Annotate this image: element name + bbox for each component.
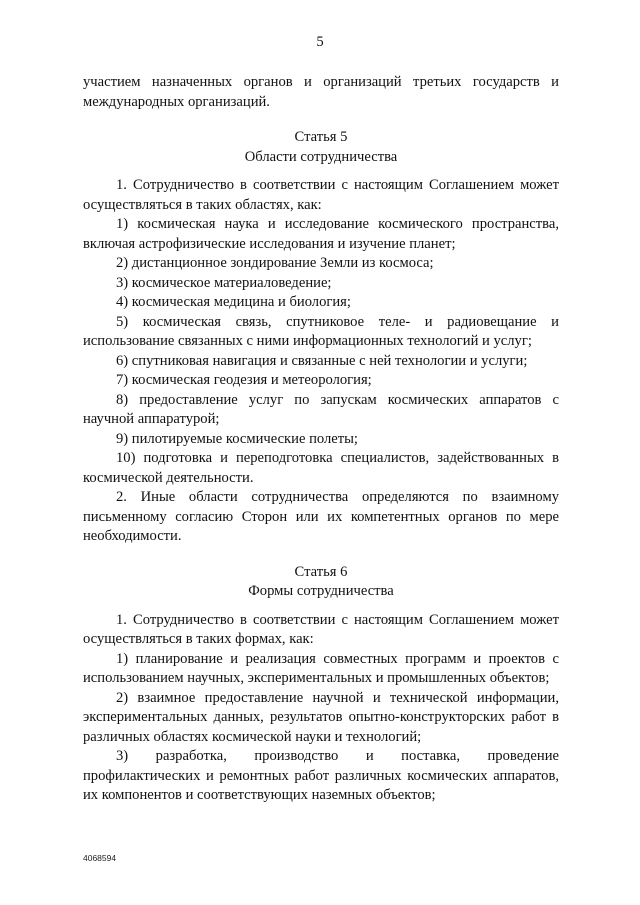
article-5-paragraph: 4) космическая медицина и биология; (116, 294, 351, 310)
article-5-paragraph: 8) предоставление услуг по запускам космических аппаратов с научной аппаратурой; (83, 391, 559, 427)
article-6-paragraph: 3) разработка, производство и поставка, проведение профилактических и ремонтных работ различных космических аппаратов, их компонентов и соответствующих наземных объектов; (83, 748, 559, 803)
article-5-title: Статья 5 (294, 129, 348, 145)
intro-paragraph: участием назначенных органов и организаций третьих государств и международных организаций. (83, 74, 559, 110)
article-5-paragraph: 2) дистанционное зондирование Земли из космоса; (116, 255, 434, 271)
article-6-paragraph: 2) взаимное предоставление научной и технической информации, экспериментальных данных, результатов опытно-конструкторских работ в различных областях космической науки и технологий; (83, 689, 559, 745)
article-5-subtitle: Области сотрудничества (244, 148, 398, 165)
article-5-paragraph: 1. Сотрудничество в соответствии с настоящим Соглашением может осуществляться в таких областях, как: (83, 177, 559, 213)
article-6-paragraph: 1) планирование и реализация совместных программ и проектов с использованием научных, экспериментальных и промышленных объектов; (83, 650, 559, 686)
article-6-title: Статья 6 (294, 563, 348, 580)
document-body (83, 73, 559, 806)
article-6-subtitle: Формы сотрудничества (248, 583, 394, 599)
article-5-paragraph: 6) спутниковая навигация и связанные с ней технологии и услуги; (116, 352, 528, 369)
article-5-paragraph: 1) космическая наука и исследование космического пространства, включая астрофизические исследования и изучение планет; (83, 216, 559, 252)
article-5-paragraph: 9) пилотируемые космические полеты; (116, 430, 358, 447)
article-5-paragraph: 7) космическая геодезия и метеорология; (116, 372, 372, 388)
article-6-paragraph: 1. Сотрудничество в соответствии с настоящим Соглашением может осуществляться в таких формах, как: (83, 611, 559, 647)
article-5-paragraph: 5) космическая связь, спутниковое теле- и радиовещание и использование связанных с ними информационных технологий и услуг; (83, 313, 559, 349)
document-code: 4068594 (83, 853, 117, 863)
article-5-paragraph: 3) космическое материаловедение; (116, 274, 332, 291)
page-number: 5 (316, 34, 324, 50)
article-5-paragraph: 2. Иные области сотрудничества определяются по взаимному письменному согласию Сторон или их компетентных органов по мере необходимости. (83, 489, 559, 544)
article-5-paragraph: 10) подготовка и переподготовка специалистов, задействованных в космической деятельности. (83, 450, 559, 486)
